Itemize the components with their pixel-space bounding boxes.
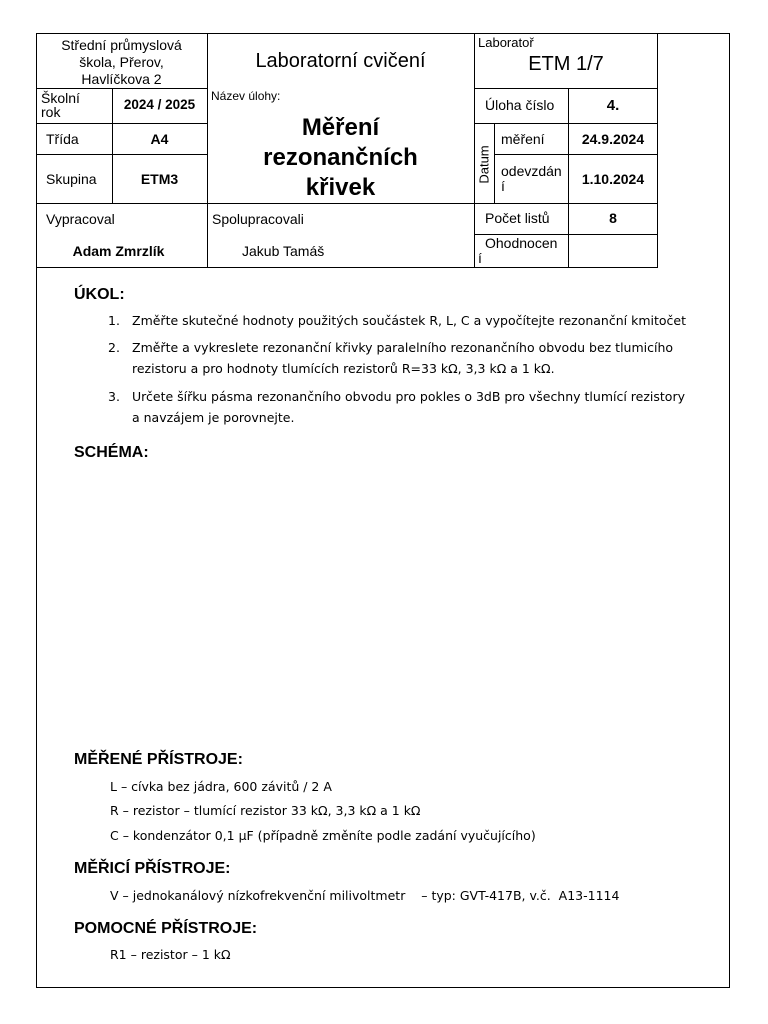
group-value: ETM3: [140, 171, 179, 187]
measured-devices-heading: MĚŘENÉ PŘÍSTROJE:: [74, 751, 243, 768]
measuring-devices-heading: MĚŘICÍ PŘÍSTROJE:: [74, 860, 231, 877]
class-label: Třída: [46, 131, 79, 147]
task-name-line-2: rezonančních: [263, 144, 418, 171]
col-line-date: [494, 123, 495, 203]
task-item-2: [108, 337, 708, 381]
sheets-label: Počet listů: [485, 210, 550, 226]
task-item-3: [108, 386, 708, 430]
submitted-label-2: í: [501, 178, 505, 194]
sheets-value: 8: [609, 210, 617, 226]
task-name-label: Název úlohy:: [211, 89, 281, 103]
row-line-right-2: [474, 123, 658, 124]
grade-label-2: í: [478, 250, 482, 266]
task-number-value: 4.: [606, 97, 620, 114]
lab-value: ETM 1/7: [528, 53, 604, 75]
author-label: Vypracoval: [46, 211, 115, 227]
task-item-text: Určete šířku pásma rezonančního obvodu pro pokles o 3dB pro všechny tlumící rezistory a navzájem je porovnejte.: [132, 389, 685, 425]
submitted-label: [501, 164, 562, 194]
row-line-right-1: [474, 88, 658, 89]
measured-date: 24.9.2024: [581, 131, 645, 147]
task-item-number: 3.: [108, 389, 120, 404]
measured-label: měření: [501, 131, 545, 147]
table-bottom-border: [36, 267, 658, 268]
row-line-left-2: [36, 123, 207, 124]
row-line-right-3: [494, 154, 658, 155]
author-name: Adam Zmrzlík: [72, 243, 165, 259]
task-name-line-3: křivek: [305, 174, 376, 201]
auxiliary-device-item: R1 – rezistor – 1 kΩ: [110, 947, 231, 962]
task-number-label: Úloha číslo: [485, 97, 555, 113]
task-heading: ÚKOL:: [74, 286, 125, 303]
submitted-label-1: odevzdán: [501, 163, 562, 179]
task-item-number: 2.: [108, 340, 120, 355]
task-item-1: [108, 310, 708, 332]
measured-device-item: R – rezistor – tlumící rezistor 33 kΩ, 3,3 kΩ a 1 kΩ: [110, 803, 421, 818]
school-year-label-2: rok: [41, 104, 61, 120]
school-year-label: [41, 91, 80, 119]
task-item-number: 1.: [108, 313, 120, 328]
coworkers-name: Jakub Tamáš: [242, 243, 325, 259]
document-title: Laboratorní cvičení: [255, 50, 426, 72]
table-top-border: [36, 33, 658, 34]
lab-label: Laboratoř: [478, 35, 534, 50]
measuring-device-item: V – jednokanálový nízkofrekvenční milivoltmetr – typ: GVT-417B, v.č. A13-1114: [110, 888, 620, 903]
school-line-3: Havlíčkova 2: [81, 71, 162, 87]
schema-heading: SCHÉMA:: [74, 444, 149, 461]
row-line-left-3: [36, 154, 207, 155]
task-name: [207, 113, 474, 203]
date-label: Datum: [476, 145, 492, 184]
school-line-2: škola, Přerov,: [79, 54, 164, 70]
school-year-value: 2024 / 2025: [123, 97, 196, 112]
grade-label: [478, 236, 557, 266]
measured-device-item: C – kondenzátor 0,1 μF (případně změníte podle zadání vyučujícího): [110, 828, 536, 843]
task-name-line-1: Měření: [301, 114, 380, 141]
grade-label-1: Ohodnocen: [485, 235, 558, 251]
row-line-left-1: [36, 88, 207, 89]
coworkers-label: Spolupracovali: [212, 211, 304, 227]
task-item-text: Změřte a vykreslete rezonanční křivky paralelního rezonančního obvodu bez tlumicího rezistoru a pro hodnoty tlumících rezistorů R=33 kΩ, 3,3 kΩ a 1 kΩ.: [132, 340, 674, 376]
school-name: [36, 37, 207, 88]
school-line-1: Střední průmyslová: [61, 37, 182, 53]
school-year-label-1: Školní: [41, 90, 80, 106]
class-value: A4: [150, 131, 169, 147]
task-item-text: Změřte skutečné hodnoty použitých součástek R, L, C a vypočítejte rezonanční kmitočet: [132, 313, 686, 328]
submitted-date: 1.10.2024: [581, 171, 645, 187]
group-label: Skupina: [46, 171, 97, 187]
auxiliary-devices-heading: POMOCNÉ PŘÍSTROJE:: [74, 920, 258, 937]
row-line-4: [36, 203, 658, 204]
measured-device-item: L – cívka bez jádra, 600 závitů / 2 A: [110, 779, 332, 794]
